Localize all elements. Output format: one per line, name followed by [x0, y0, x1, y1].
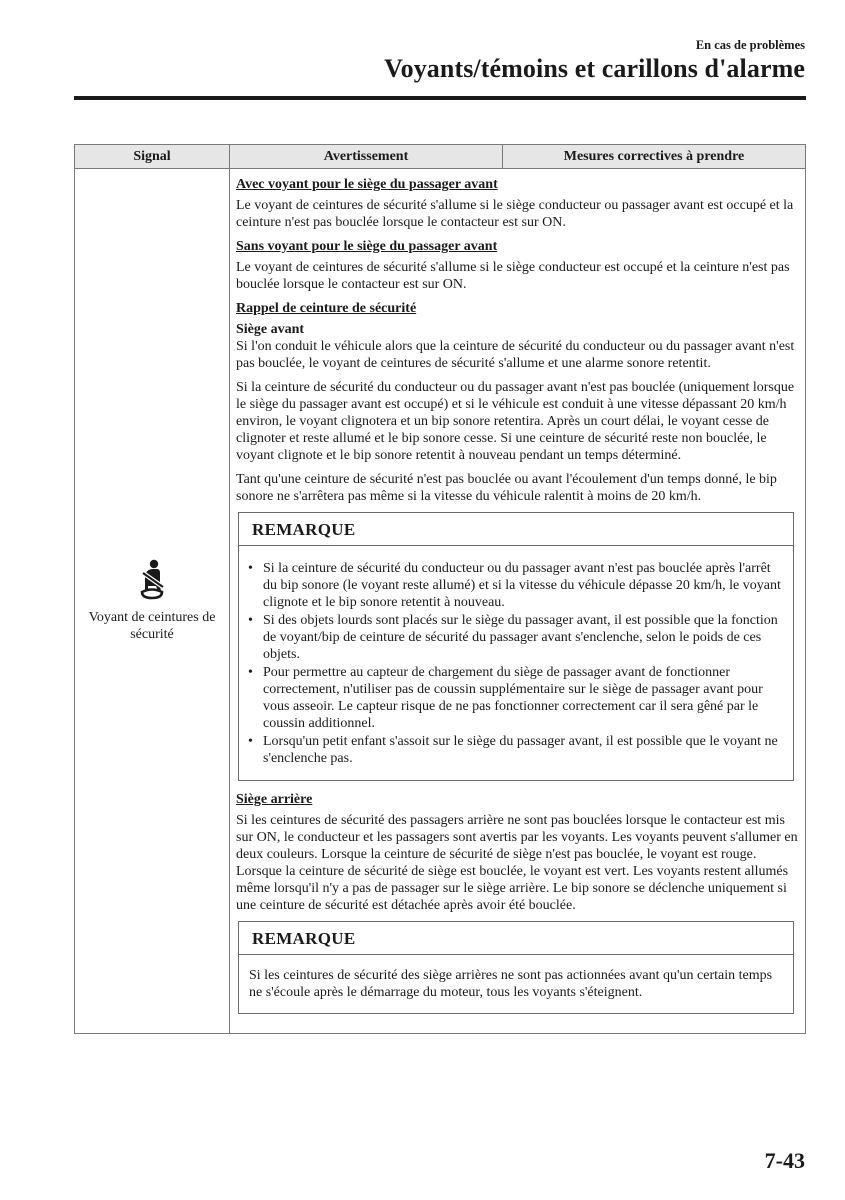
list-item: [247, 733, 783, 767]
signal-cell: [75, 169, 230, 1034]
bullet-icon: •: [248, 734, 253, 749]
page-number: 7-43: [764, 1148, 805, 1173]
note-title: REMARQUE: [239, 922, 793, 955]
front-seat-heading: Siège avant: [236, 322, 305, 337]
note-title: REMARQUE: [239, 513, 793, 546]
note-box: [238, 512, 794, 781]
reminder-heading: Rappel de ceinture de sécurité: [236, 301, 417, 316]
note-text: Si les ceintures de sécurité des siège arrières ne sont pas actionnées avant qu'un certain temps ne s'écoule après le démarrage du moteur, tous les voyants s'éteignent.: [249, 968, 773, 1000]
note-body: [239, 546, 793, 780]
rear-seat-heading: Siège arrière: [236, 792, 313, 807]
without-sensor-text: Le voyant de ceintures de sécurité s'allume si le siège conducteur est occupé et la ceinture n'est pas bouclée lorsque le contacteur est sur ON.: [236, 260, 790, 292]
table-row: [75, 169, 806, 1034]
column-header-actions: Mesures correctives à prendre: [503, 145, 806, 169]
with-sensor-heading: Avec voyant pour le siège du passager avant: [236, 177, 498, 192]
section-header: En cas de problèmes: [695, 38, 805, 52]
front-seat-paragraph: Tant qu'une ceinture de sécurité n'est pas bouclée ou avant l'écoulement d'un temps donné, le bip sonore ne s'arrêtera pas même si la vitesse du véhicule ralentit à moins de 20 km/h.: [236, 472, 777, 504]
list-item: [247, 612, 783, 663]
bullet-icon: •: [248, 561, 253, 576]
signal-label: Voyant de ceintures de sécurité: [88, 610, 216, 642]
without-sensor-heading: Sans voyant pour le siège du passager avant: [236, 239, 498, 254]
with-sensor-text: Le voyant de ceintures de sécurité s'allume si le siège conducteur ou passager avant est occupé et la ceinture n'est pas bouclée lorsque le contacteur est sur ON.: [236, 198, 794, 230]
seatbelt-warning-icon: [138, 559, 166, 601]
bullet-icon: •: [248, 665, 253, 680]
bullet-text: Pour permettre au capteur de chargement du siège de passager avant de fonctionner correctement, n'utiliser pas de coussin supplémentaire sur le siège de passager avant pour vous asseoir. Le capteur risque de ne pas fonctionner correctement car il sera gêné par le coussin additionnel.: [263, 665, 763, 731]
front-seat-paragraph: Si la ceinture de sécurité du conducteur ou du passager avant n'est pas bouclée (uniquement lorsque le siège du passager avant est occupé) et si le véhicule est conduit à une vitesse dépassant 20 km/h environ, le voyant clignotera et un bip sonore retentira. Après un court délai, le voyant cesse de clignoter et reste allumé et le bip sonore cesse. Si une ceinture de sécurité reste non bouclée, le voyant clignote et le bip sonore retentit à nouveau pendant un temps déterminé.: [236, 380, 795, 463]
list-item: [247, 560, 783, 611]
column-header-signal: Signal: [75, 145, 230, 169]
bullet-icon: •: [248, 613, 253, 628]
note-box: [238, 921, 794, 1014]
warning-table: [74, 144, 806, 1034]
list-item: [247, 664, 783, 732]
header-rule: [74, 96, 806, 100]
column-header-warning: Avertissement: [230, 145, 503, 169]
front-seat-paragraph: Si l'on conduit le véhicule alors que la ceinture de sécurité du conducteur ou du passager avant n'est pas bouclée, le voyant de ceintures de sécurité s'allume et une alarme sonore retentit.: [236, 339, 795, 371]
table-header-row: [75, 145, 806, 169]
content-cell: [230, 169, 806, 1034]
rear-seat-text: Si les ceintures de sécurité des passagers arrière ne sont pas bouclées lorsque le contacteur est mis sur ON, le conducteur et les passagers sont avertis par les voyants. Les voyants peuvent s'allumer en deux couleurs. Lorsque la ceinture de sécurité de siège n'est pas bouclée, le voyant est rouge. Lorsque la ceinture de sécurité de siège est bouclée, le voyant est vert. Les voyants restent allumés même lorsqu'il n'y a pas de passager sur le siège arrière. Le bip sonore se déclenche uniquement si une ceinture de sécurité est détachée après avoir été bouclée.: [236, 813, 798, 913]
bullet-text: Lorsqu'un petit enfant s'assoit sur le siège du passager avant, il est possible que le voyant ne s'enclenche pas.: [263, 734, 778, 766]
bullet-text: Si la ceinture de sécurité du conducteur ou du passager avant n'est pas bouclée après l'arrêt du bip sonore (le voyant reste allumé) et si la vitesse du véhicule dépasse 20 km/h, le voyant clignote et le bip sonore retentit à nouveau.: [263, 561, 781, 610]
page-title: Voyants/témoins et carillons d'alarme: [384, 54, 805, 83]
bullet-text: Si des objets lourds sont placés sur le siège du passager avant, il est possible que la fonction de voyant/bip de ceinture de sécurité du passager avant s'enclenche, selon le poids de ces objets.: [263, 613, 778, 662]
